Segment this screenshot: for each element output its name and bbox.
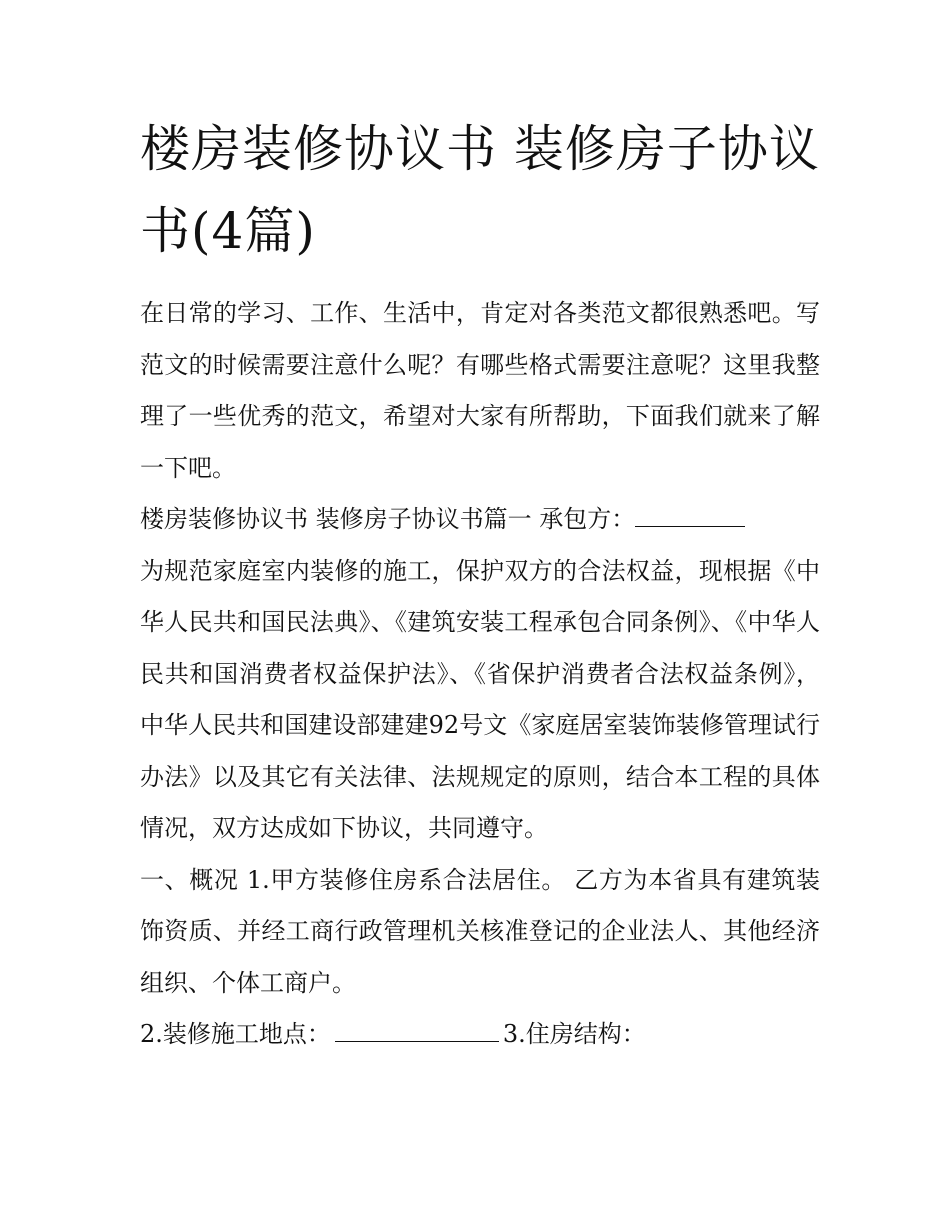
section-heading-paragraph — [140, 494, 820, 546]
clause-1-paragraph: 一、概况 1.甲方装修住房系合法居住。 乙方为本省具有建筑装饰资质、并经工商行政管理机关核准登记的企业法人、其他经济组织、个体工商户。 — [140, 865, 820, 997]
section-heading-text: 楼房装修协议书 装修房子协议书篇一 承包方： — [140, 505, 636, 533]
contractor-blank — [635, 504, 745, 527]
preamble-paragraph: 为规范家庭室内装修的施工，保护双方的合法权益，现根据《中华人民共和国民法典》、《建筑安装工程承包合同条例》、《中华人民共和国消费者权益保护法》、《省保护消费者合法权益条例》，中华人民共和国建设部建建92号文《家庭居室装饰装修管理试行办法》以及其它有关法律、法规规定的原则，结合本工程的具体情况，双方达成如下协议，共同遵守。 — [140, 556, 820, 842]
document-body — [140, 288, 820, 1061]
clause-2-3-paragraph — [140, 1009, 820, 1061]
document-title: 楼房装修协议书 装修房子协议书(4篇) — [140, 120, 820, 260]
clause-3-label: 3.住房结构： — [502, 1020, 646, 1048]
clause-2-label: 2.装修施工地点： — [140, 1020, 331, 1048]
site-address-blank — [335, 1019, 499, 1042]
intro-paragraph: 在日常的学习、工作、生活中，肯定对各类范文都很熟悉吧。写范文的时候需要注意什么呢？有哪些格式需要注意呢？这里我整理了一些优秀的范文，希望对大家有所帮助，下面我们就来了解一下吧。 — [140, 299, 820, 482]
document-page — [140, 108, 820, 1061]
